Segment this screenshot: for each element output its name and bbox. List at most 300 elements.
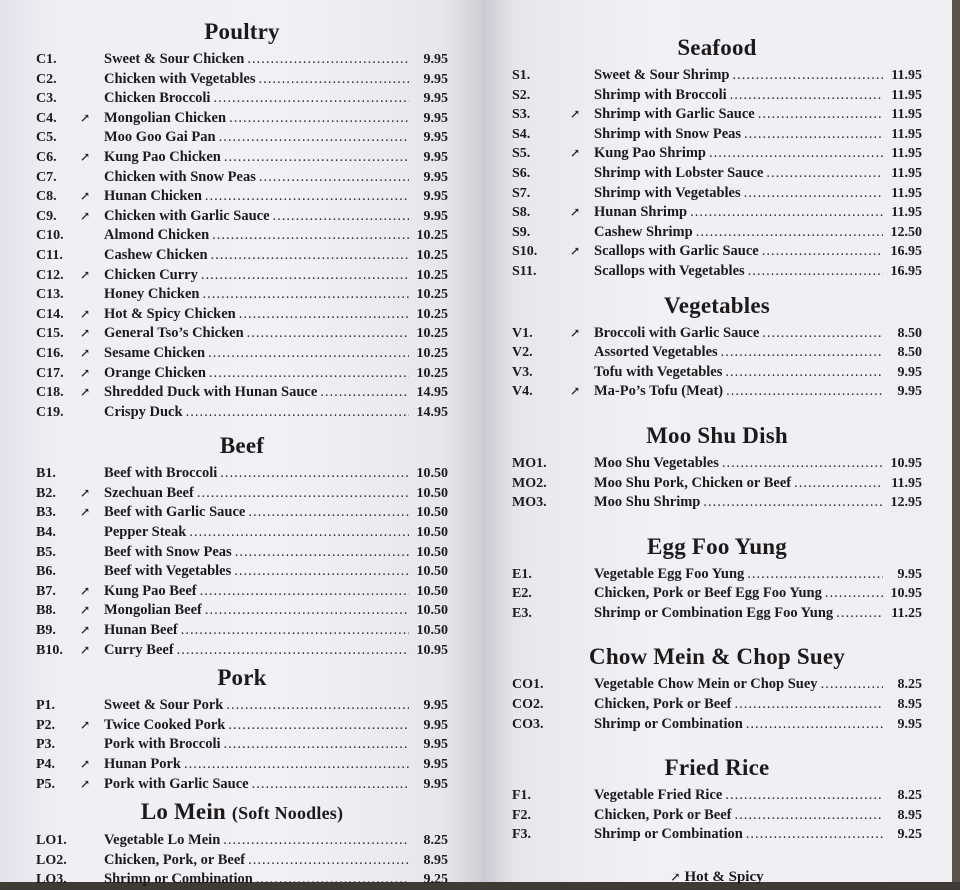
hot-spicy-pepper-icon: ↗︎ [670, 870, 681, 885]
item-name: Almond Chicken [104, 227, 210, 244]
dot-leader [247, 50, 409, 70]
dot-leader [725, 363, 883, 383]
item-price: 8.95 [423, 852, 448, 868]
menu-item-e2 [512, 584, 922, 604]
item-code: B6. [36, 564, 56, 580]
item-name: Orange Chicken [104, 364, 206, 381]
dot-leader [825, 584, 883, 604]
dot-leader [258, 70, 409, 90]
menu-item-c13 [36, 285, 448, 305]
hot-spicy-pepper-icon: ↗︎ [80, 603, 91, 618]
item-name: Assorted Vegetables [594, 344, 718, 361]
dot-leader [197, 484, 409, 504]
item-code: C5. [36, 130, 57, 146]
item-code: S5. [512, 146, 531, 162]
dot-leader [766, 164, 883, 184]
dot-leader [220, 464, 409, 484]
dot-leader [184, 755, 409, 775]
dot-leader [725, 786, 883, 806]
dot-leader [748, 262, 883, 282]
dot-leader [224, 735, 409, 755]
item-code: C1. [36, 52, 57, 67]
menu-item-c9 [36, 207, 448, 227]
menu-item-b10 [36, 641, 448, 661]
section-title-vegetables: Vegetables [664, 292, 770, 318]
item-name: Broccoli with Garlic Sauce [594, 324, 760, 341]
item-name: Moo Shu Pork, Chicken or Beef [594, 474, 792, 491]
item-price: 11.95 [891, 475, 922, 491]
item-price: 11.95 [891, 185, 922, 201]
item-code: C15. [36, 326, 64, 342]
dot-leader [722, 454, 883, 474]
item-name: Curry Beef [104, 641, 174, 658]
hot-spicy-pepper-icon: ↗︎ [80, 189, 91, 204]
menu-item-b3 [36, 503, 448, 523]
item-code: MO3. [512, 495, 547, 511]
item-code: F1. [512, 788, 532, 804]
dot-leader [201, 266, 409, 286]
dot-leader [747, 565, 883, 585]
item-price: 11.95 [891, 165, 922, 181]
item-price: 10.25 [416, 247, 448, 263]
menu-item-b7 [36, 582, 448, 602]
item-price: 11.95 [891, 68, 922, 83]
section-title-poultry: Poultry [204, 19, 280, 44]
item-name: Beef with Vegetables [104, 563, 232, 580]
item-price: 10.95 [890, 455, 922, 471]
item-price: 9.95 [423, 110, 448, 126]
item-code: P2. [36, 717, 56, 733]
menu-item-b5 [36, 543, 448, 563]
menu-item-v2 [512, 343, 922, 363]
item-price: 9.95 [423, 169, 448, 185]
menu-item-v1 [512, 324, 922, 344]
section-seafood [512, 36, 922, 282]
item-price: 10.50 [416, 564, 448, 580]
menu-item-c17 [36, 364, 448, 384]
item-name: Beef with Snow Peas [104, 543, 232, 560]
hot-spicy-pepper-icon: ↗︎ [80, 345, 91, 360]
item-price: 8.50 [897, 325, 922, 341]
item-name: Cashew Shrimp [594, 223, 693, 240]
menu-item-s2 [512, 86, 922, 106]
item-name: Pork with Garlic Sauce [104, 775, 249, 792]
dot-leader [200, 582, 409, 602]
menu-item-s4 [512, 125, 922, 145]
dot-leader [762, 242, 883, 262]
menu-item-mo3 [512, 493, 922, 513]
menu-item-e1 [512, 565, 922, 585]
item-price: 9.95 [423, 91, 448, 107]
item-name: Sweet & Sour Shrimp [594, 67, 730, 83]
item-name: Chicken Curry [104, 266, 198, 283]
dot-leader [721, 343, 883, 363]
item-code: B4. [36, 525, 56, 541]
dot-leader [247, 324, 409, 344]
item-price: 11.95 [891, 87, 922, 103]
item-code: B10. [36, 642, 63, 658]
hot-spicy-pepper-icon: ↗︎ [80, 306, 91, 321]
dot-leader [209, 364, 409, 384]
hot-spicy-pepper-icon: ↗︎ [570, 205, 581, 220]
item-price: 8.25 [897, 677, 922, 693]
hot-spicy-pepper-icon: ↗︎ [80, 110, 91, 125]
menu-item-v3 [512, 363, 922, 383]
item-price: 10.95 [890, 586, 922, 602]
section-title-eggfooyung: Egg Foo Yung [646, 533, 788, 559]
item-code: C14. [36, 306, 64, 322]
dot-leader [189, 523, 409, 543]
item-name: Shrimp with Garlic Sauce [594, 106, 755, 123]
menu-item-s7 [512, 184, 922, 204]
dot-leader [794, 474, 883, 494]
menu-item-c1 [36, 50, 448, 70]
menu-item-c12 [36, 266, 448, 286]
dot-leader [177, 641, 409, 661]
item-name: Cashew Chicken [104, 246, 208, 263]
item-code: C9. [36, 208, 57, 224]
dot-leader [709, 144, 883, 164]
item-name: Scallops with Garlic Sauce [594, 243, 759, 260]
item-name: Moo Shu Shrimp [594, 494, 701, 511]
item-price: 16.95 [890, 244, 922, 260]
menu-item-f3 [512, 825, 922, 845]
section-title-seafood: Seafood [677, 35, 757, 60]
hot-spicy-pepper-icon: ↗︎ [80, 208, 91, 223]
menu-item-mo2 [512, 474, 922, 494]
item-name: Shredded Duck with Hunan Sauce [104, 384, 318, 401]
menu-item-co3 [512, 715, 922, 735]
menu-item-lo2 [36, 851, 448, 871]
dot-leader [762, 324, 883, 344]
item-name: Shrimp with Broccoli [594, 86, 727, 103]
item-code: C2. [36, 71, 57, 87]
dot-leader [208, 344, 409, 364]
hot-spicy-pepper-icon: ↗︎ [80, 149, 91, 164]
dot-leader [746, 715, 883, 735]
menu-item-f1 [512, 786, 922, 806]
item-price: 10.25 [416, 287, 448, 303]
section-eggfooyung [512, 535, 922, 624]
item-price: 9.25 [423, 872, 448, 888]
dot-leader [239, 305, 409, 325]
dot-leader [219, 128, 409, 148]
menu-item-p3 [36, 735, 448, 755]
item-price: 10.25 [416, 267, 448, 283]
item-name: Vegetable Egg Foo Yung [594, 565, 745, 582]
item-price: 10.25 [416, 365, 448, 381]
hot-spicy-pepper-icon: ↗︎ [80, 505, 91, 520]
menu-item-c10 [36, 226, 448, 246]
item-code: V1. [512, 325, 533, 341]
item-code: S6. [512, 165, 531, 181]
section-title-lomein [36, 800, 448, 825]
item-name: Moo Goo Gai Pan [104, 129, 216, 146]
menu-item-p5 [36, 775, 448, 795]
menu-item-b2 [36, 484, 448, 504]
item-name: Sweet & Sour Pork [104, 697, 224, 714]
item-code: C4. [36, 110, 57, 126]
dot-leader [186, 403, 409, 423]
item-name: Shrimp or Combination [594, 826, 743, 843]
item-code: E3. [512, 605, 532, 621]
item-name: General Tso’s Chicken [104, 325, 244, 342]
item-code: S1. [512, 68, 531, 83]
menu-item-e3 [512, 604, 922, 624]
dot-leader [226, 696, 409, 716]
dot-leader [273, 207, 409, 227]
menu-item-c2 [36, 70, 448, 90]
item-code: S10. [512, 244, 538, 260]
dot-leader [224, 148, 409, 168]
item-name: Beef with Broccoli [104, 465, 218, 482]
hot-spicy-pepper-icon: ↗︎ [80, 267, 91, 282]
item-name: Vegetable Chow Mein or Chop Suey [594, 676, 818, 693]
item-price: 8.95 [897, 807, 922, 823]
item-code: C7. [36, 169, 57, 185]
item-name: Chicken, Pork or Beef [594, 696, 732, 713]
menu-item-c3 [36, 89, 448, 109]
item-name: Chicken, Pork or Beef [594, 806, 732, 823]
menu-item-c16 [36, 344, 448, 364]
item-code: MO1. [512, 455, 547, 471]
section-subtitle-lomein: (Soft Noodles) [231, 803, 344, 824]
dot-leader [202, 285, 409, 305]
menu-item-b6 [36, 562, 448, 582]
dot-leader [320, 383, 409, 403]
legend-text: Hot & Spicy [684, 869, 764, 886]
section-title-mooshu: Moo Shu Dish [646, 422, 788, 448]
item-price: 9.95 [423, 698, 448, 714]
item-price: 9.95 [423, 130, 448, 146]
dot-leader [821, 675, 883, 695]
item-name: Szechuan Beef [104, 484, 194, 501]
menu-item-co2 [512, 695, 922, 715]
item-name: Hunan Beef [104, 622, 178, 639]
item-code: F2. [512, 807, 532, 823]
item-code: C18. [36, 385, 64, 401]
item-price: 11.95 [891, 146, 922, 162]
item-code: B8. [36, 603, 56, 619]
item-price: 10.50 [416, 466, 448, 482]
menu-item-c14 [36, 305, 448, 325]
dot-leader [746, 825, 883, 845]
item-name: Hunan Pork [104, 756, 181, 772]
item-code: S7. [512, 185, 531, 201]
item-code: LO3. [36, 872, 67, 888]
menu-item-c8 [36, 187, 448, 207]
item-code: C13. [36, 287, 64, 303]
hot-spicy-pepper-icon: ↗︎ [570, 244, 581, 259]
item-name: Hunan Chicken [104, 188, 202, 205]
hot-spicy-pepper-icon: ↗︎ [80, 365, 91, 380]
section-title-lomein-main: Lo Mein [140, 799, 226, 825]
dot-leader [205, 187, 409, 207]
item-code: V3. [512, 364, 533, 380]
menu-item-c4 [36, 109, 448, 129]
hot-spicy-pepper-icon: ↗︎ [80, 385, 91, 400]
dot-leader [256, 870, 409, 890]
dot-leader [726, 382, 883, 402]
menu-item-co1 [512, 675, 922, 695]
item-price: 8.25 [423, 833, 448, 849]
item-price: 8.95 [897, 697, 922, 713]
dot-leader [734, 806, 883, 826]
item-code: S4. [512, 126, 531, 142]
dot-leader [181, 621, 409, 641]
item-code: B9. [36, 623, 56, 639]
item-name: Shrimp with Snow Peas [594, 125, 742, 142]
item-price: 9.95 [423, 776, 448, 792]
item-price: 10.50 [416, 525, 448, 541]
item-price: 9.95 [897, 384, 922, 400]
section-poultry [36, 20, 448, 422]
item-code: B5. [36, 544, 56, 560]
item-price: 14.95 [416, 404, 448, 420]
item-name: Chicken, Pork or Beef Egg Foo Yung [594, 585, 822, 602]
item-price: 9.95 [423, 149, 448, 165]
section-title-beef: Beef [219, 433, 265, 459]
dot-leader [213, 89, 409, 109]
item-price: 9.95 [423, 52, 448, 67]
item-code: C3. [36, 91, 57, 107]
item-price: 10.25 [416, 306, 448, 322]
item-price: 10.50 [416, 505, 448, 521]
dot-leader [228, 716, 409, 736]
dot-leader [732, 66, 883, 86]
dot-leader [696, 223, 883, 243]
dot-leader [690, 203, 883, 223]
item-code: S8. [512, 205, 531, 221]
menu-item-s6 [512, 164, 922, 184]
hot-spicy-pepper-icon: ↗︎ [80, 326, 91, 341]
dot-leader [259, 168, 409, 188]
item-price: 9.95 [897, 364, 922, 380]
item-price: 14.95 [416, 385, 448, 401]
menu-item-c6 [36, 148, 448, 168]
item-name: Ma-Po’s Tofu (Meat) [594, 383, 724, 400]
menu-item-c15 [36, 324, 448, 344]
item-price: 9.25 [897, 827, 922, 843]
item-price: 9.95 [423, 737, 448, 753]
menu-item-c19 [36, 403, 448, 423]
menu-item-c18 [36, 383, 448, 403]
item-name: Chicken with Garlic Sauce [104, 207, 270, 224]
hot-spicy-pepper-icon: ↗︎ [570, 325, 581, 340]
item-price: 11.25 [891, 605, 922, 621]
menu-item-f2 [512, 806, 922, 826]
item-price: 10.50 [416, 583, 448, 599]
item-code: S2. [512, 87, 531, 103]
item-price: 10.25 [416, 345, 448, 361]
menu-item-p1 [36, 696, 448, 716]
dot-leader [703, 493, 883, 513]
item-name: Vegetable Fried Rice [594, 787, 723, 804]
dot-leader [212, 226, 409, 246]
menu-item-s5 [512, 144, 922, 164]
item-name: Mongolian Beef [104, 602, 202, 619]
item-code: S3. [512, 107, 531, 123]
item-name: Hot & Spicy Chicken [104, 305, 236, 322]
menu-item-v4 [512, 382, 922, 402]
table-edge [952, 0, 960, 882]
section-title-friedrice: Fried Rice [664, 755, 770, 781]
item-code: F3. [512, 827, 532, 843]
hot-spicy-pepper-icon: ↗︎ [80, 485, 91, 500]
section-mooshu [512, 424, 922, 513]
item-price: 10.50 [416, 485, 448, 501]
section-friedrice [512, 756, 922, 845]
item-code: S9. [512, 224, 531, 240]
item-price: 8.50 [897, 345, 922, 361]
item-name: Shrimp or Combination [104, 871, 253, 888]
item-code: P1. [36, 698, 56, 714]
item-price: 11.95 [891, 107, 922, 123]
item-code: LO1. [36, 833, 67, 849]
menu-page-right [482, 0, 952, 886]
item-name: Sweet & Sour Chicken [104, 51, 245, 67]
item-price: 10.50 [416, 544, 448, 560]
item-name: Mongolian Chicken [104, 109, 227, 126]
menu-item-s3 [512, 105, 922, 125]
item-price: 10.25 [416, 228, 448, 244]
dot-leader [248, 851, 409, 871]
hot-spicy-pepper-icon: ↗︎ [80, 776, 91, 791]
menu-item-b8 [36, 601, 448, 621]
menu-item-s10 [512, 242, 922, 262]
item-code: CO2. [512, 697, 544, 713]
section-title-pork: Pork [217, 665, 267, 691]
item-name: Chicken Broccoli [104, 90, 211, 107]
hot-spicy-pepper-icon: ↗︎ [570, 107, 581, 122]
item-price: 10.50 [416, 623, 448, 639]
item-name: Twice Cooked Pork [104, 716, 226, 733]
hot-spicy-pepper-icon: ↗︎ [570, 384, 581, 399]
menu-item-b1 [36, 464, 448, 484]
item-code: C11. [36, 247, 63, 263]
item-price: 9.95 [423, 717, 448, 733]
item-code: V4. [512, 384, 533, 400]
item-name: Pork with Broccoli [104, 736, 221, 753]
dot-leader [744, 125, 883, 145]
item-code: C12. [36, 267, 64, 283]
item-code: C16. [36, 345, 64, 361]
item-name: Chicken with Vegetables [104, 70, 256, 87]
menu-item-c11 [36, 246, 448, 266]
item-name: Sesame Chicken [104, 344, 206, 361]
hot-spicy-pepper-icon: ↗︎ [80, 642, 91, 657]
section-vegetables [512, 294, 922, 402]
dot-leader [758, 105, 883, 125]
item-price: 8.25 [897, 788, 922, 804]
item-code: LO2. [36, 852, 67, 868]
item-code: CO3. [512, 716, 544, 732]
hot-spicy-pepper-icon: ↗︎ [80, 623, 91, 638]
item-code: CO1. [512, 677, 544, 693]
item-code: P5. [36, 776, 56, 792]
dot-leader [836, 604, 883, 624]
item-name: Kung Pao Chicken [104, 148, 221, 165]
item-price: 9.95 [423, 757, 448, 772]
item-code: MO2. [512, 475, 547, 491]
menu-item-c5 [36, 128, 448, 148]
section-lomein [36, 800, 448, 890]
item-price: 16.95 [890, 263, 922, 279]
menu-item-s11 [512, 262, 922, 282]
menu-item-lo3 [36, 870, 448, 890]
item-code: C10. [36, 228, 64, 244]
item-code: B1. [36, 466, 56, 482]
